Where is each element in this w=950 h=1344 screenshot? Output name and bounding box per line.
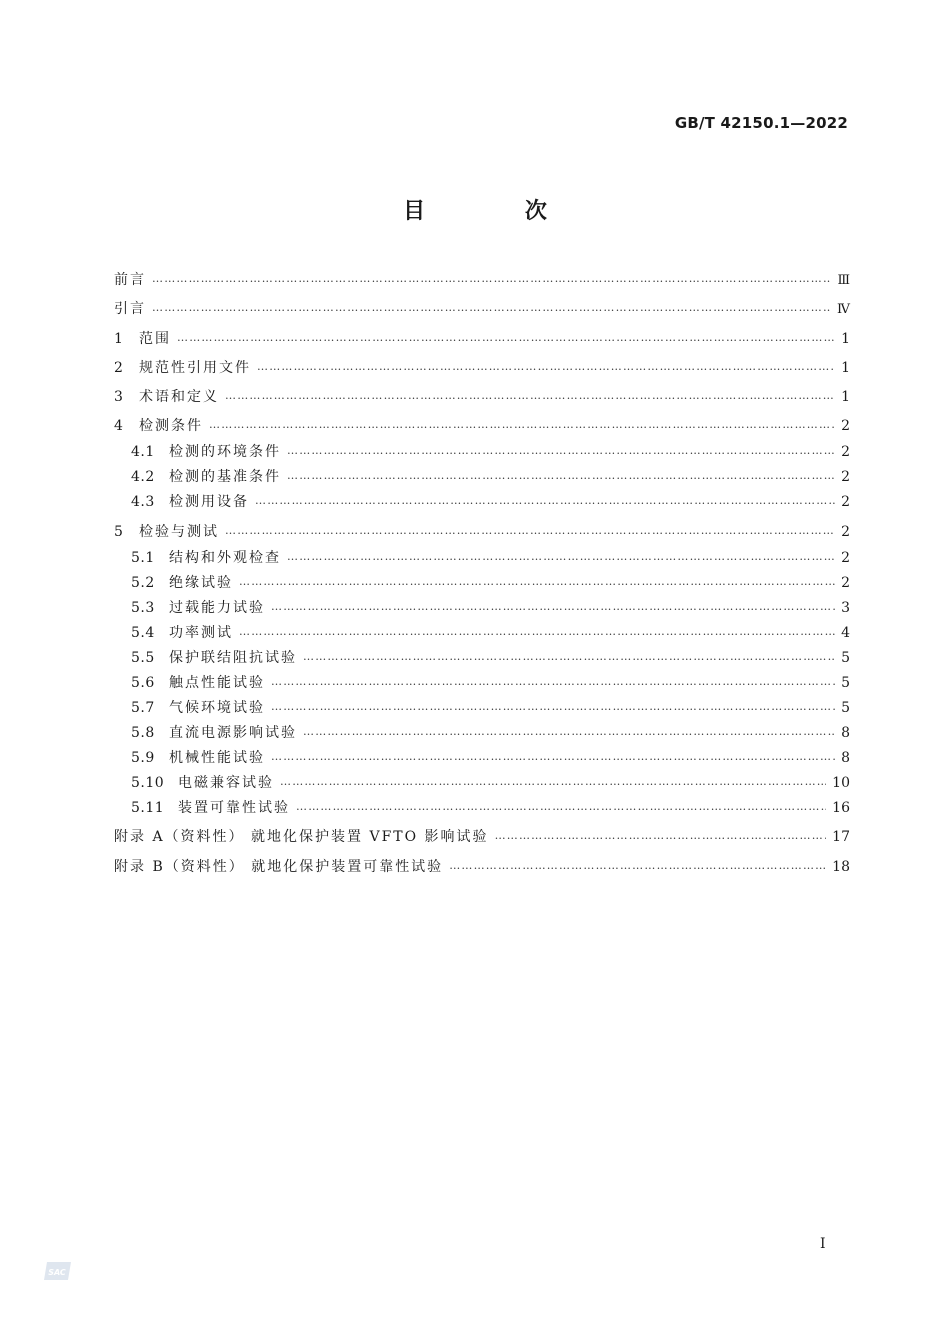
toc-entry-number: 5.1 [131,549,155,566]
toc-dot-leader [271,673,835,691]
toc-dot-leader [296,798,826,816]
page-folio: I [820,1236,826,1252]
toc-entry-label: 绝缘试验 [169,574,233,591]
toc-dot-leader [287,442,835,460]
toc-entry[interactable] [114,388,850,417]
toc-entry-label: 检测条件 [139,418,203,435]
toc-dot-leader [255,492,835,510]
toc-entry[interactable] [114,493,850,523]
toc-entry-page: 2 [841,444,850,461]
toc-entry-label: 结构和外观检查 [169,549,281,566]
toc-entry-label: 检测用设备 [169,494,249,511]
toc-entry-label: 功率测试 [169,624,233,641]
toc-entry[interactable] [114,649,850,674]
toc-entry-number: 5.2 [131,574,155,591]
toc-entry-label: 前言 [114,272,146,288]
toc-entry-page: 1 [841,389,850,406]
toc-entry-label: 直流电源影响试验 [169,724,297,741]
toc-entry-number: 5.3 [131,599,155,616]
toc-dot-leader [303,723,835,741]
toc-entry[interactable] [114,828,850,857]
toc-entry[interactable] [114,699,850,724]
toc-entry-page: Ⅲ [837,273,850,288]
toc-entry-number: 2 [114,359,124,376]
sac-logo-watermark [44,1258,74,1284]
toc-entry-label: 附录 A（资料性） 就地化保护装置 VFTO 影响试验 [114,829,489,846]
toc-dot-leader [495,827,827,845]
toc-entry-page: 10 [832,774,850,791]
toc-entry-label: 检验与测试 [139,523,219,540]
toc-entry-label: 引言 [114,301,146,318]
toc-dot-leader [239,623,835,641]
toc-entry[interactable] [114,749,850,774]
toc-entry-number: 1 [114,330,124,347]
toc-entry-page: 5 [841,649,850,666]
toc-entry[interactable] [114,468,850,493]
toc-dot-leader [257,358,835,376]
toc-entry-number: 3 [114,389,124,406]
toc-entry-number: 4.3 [131,494,155,511]
toc-entry-number: 5 [114,523,124,540]
toc-entry-number: 5.5 [131,649,155,666]
toc-dot-leader [287,467,835,485]
toc-entry[interactable] [114,724,850,749]
toc-entry-label: 电磁兼容试验 [178,774,274,791]
toc-dot-leader [303,648,835,666]
toc-entry-page: 16 [832,799,850,816]
toc-dot-leader [239,573,835,591]
toc-entry-page: 4 [841,624,850,641]
toc-entry-page: 2 [841,549,850,566]
toc-entry-number: 4.1 [131,444,155,461]
toc-entry-page: Ⅳ [837,302,850,318]
toc-dot-leader [177,329,835,347]
toc-entry[interactable] [114,799,850,829]
toc-entry-page: 1 [841,330,850,347]
toc-entry-label: 附录 B（资料性） 就地化保护装置可靠性试验 [114,858,444,875]
toc-entry-number: 5.10 [131,774,165,791]
toc-entry-label: 术语和定义 [139,389,219,406]
toc-entry-label: 范围 [139,330,171,347]
toc-entry[interactable] [114,549,850,574]
toc-entry-number: 5.9 [131,749,155,766]
toc-entry-label: 气候环境试验 [169,699,265,716]
toc-dot-leader [152,270,831,288]
standard-code: GB/T 42150.1—2022 [674,114,848,132]
toc-entry-number: 4 [114,418,124,435]
toc-entry-label: 保护联结阻抗试验 [169,649,297,666]
toc-entry-number: 5.6 [131,674,155,691]
toc-entry[interactable] [114,359,850,388]
toc-entry-page: 5 [841,699,850,716]
toc-entry-page: 18 [832,858,850,875]
toc-entry-label: 触点性能试验 [169,674,265,691]
toc-entry[interactable] [114,300,850,329]
toc-dot-leader [225,522,835,540]
toc-entry-page: 2 [841,523,850,540]
sac-logo-text: SAC [48,1268,66,1277]
toc-dot-leader [209,416,835,434]
toc-entry-page: 1 [841,359,850,376]
toc-dot-leader [271,698,835,716]
toc-entry[interactable] [114,523,850,549]
toc-entry[interactable] [114,443,850,468]
toc-entry-number: 5.11 [131,799,165,816]
toc-entry[interactable] [114,574,850,599]
toc-entry-page: 2 [841,469,850,486]
toc-entry-number: 4.2 [131,469,155,486]
toc-dot-leader [449,857,826,875]
toc-entry[interactable] [114,599,850,624]
toc-dot-leader [280,773,826,791]
toc-dot-leader [225,387,835,405]
toc-entry[interactable] [114,330,850,359]
toc-entry[interactable] [114,417,850,443]
toc-entry-page: 8 [841,749,850,766]
page-title: 目 次 [403,199,593,224]
toc-entry-number: 5.7 [131,699,155,716]
toc-dot-leader [271,748,835,766]
toc-entry-page: 8 [841,724,850,741]
toc-entry[interactable] [114,674,850,699]
toc-entry-page: 5 [841,674,850,691]
toc-entry[interactable] [114,271,850,300]
toc-entry-page: 2 [841,574,850,591]
toc-entry-label: 过载能力试验 [169,599,265,616]
table-of-contents [114,271,850,887]
toc-entry-page: 2 [841,494,850,511]
toc-entry-number: 5.4 [131,624,155,641]
toc-dot-leader [287,548,835,566]
toc-entry-page: 17 [832,829,850,846]
toc-dot-leader [152,299,831,317]
toc-entry[interactable] [114,624,850,649]
toc-entry-label: 检测的环境条件 [169,444,281,461]
toc-entry-number: 5.8 [131,724,155,741]
toc-entry-label: 机械性能试验 [169,749,265,766]
toc-entry[interactable] [114,858,850,887]
toc-entry-label: 规范性引用文件 [139,359,251,376]
toc-entry-page: 3 [841,599,850,616]
toc-dot-leader [271,598,835,616]
toc-entry-label: 检测的基准条件 [169,469,281,486]
toc-entry-page: 2 [841,418,850,435]
toc-entry[interactable] [114,774,850,799]
toc-entry-label: 装置可靠性试验 [178,799,290,816]
